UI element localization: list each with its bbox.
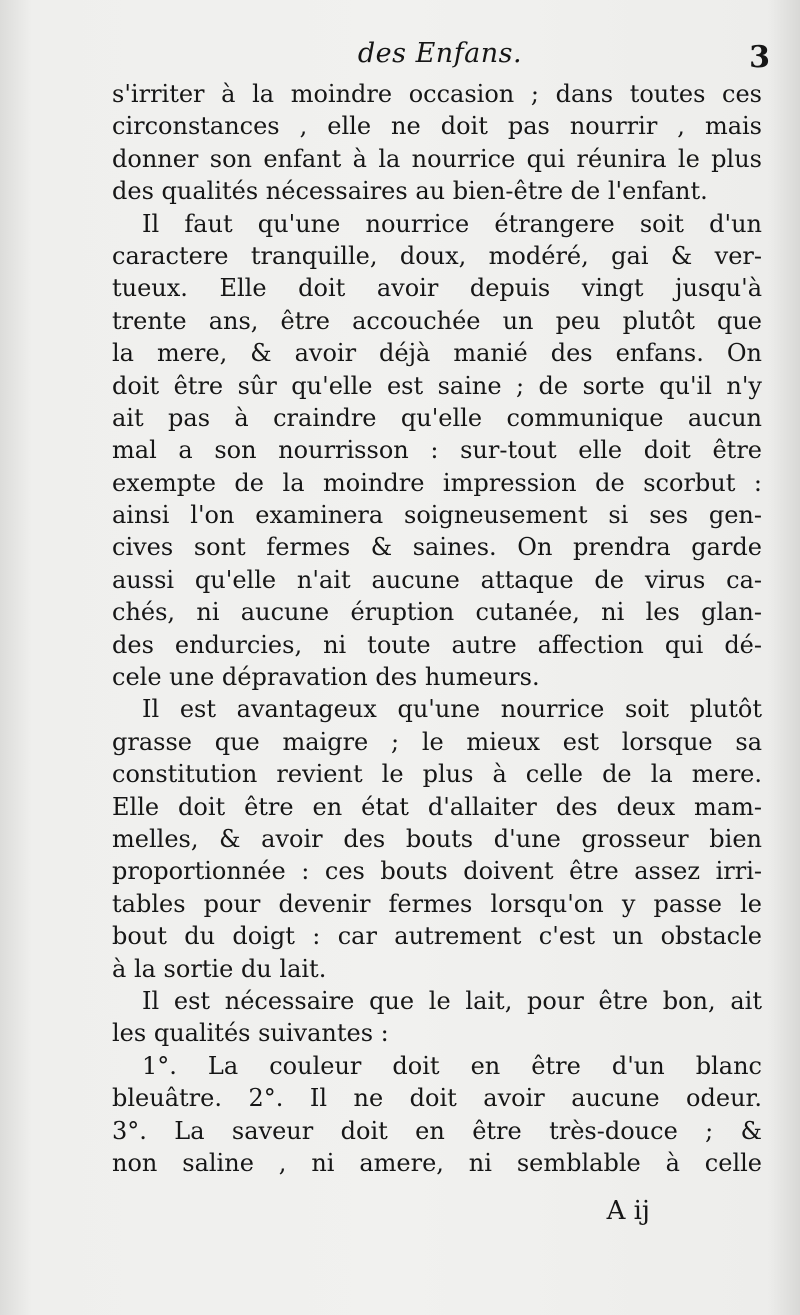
text-line: circonstances , elle ne doit pas nourrir , mais — [112, 112, 762, 141]
text-line: tables pour devenir fermes lorsqu'on y passe le — [112, 889, 762, 918]
text-line: des qualités nécessaires au bien-être de l'enfant. — [112, 177, 708, 206]
text-line: Il faut qu'une nourrice étrangere soit d'un — [142, 209, 762, 238]
text-line: proportionnée : ces bouts doivent être assez irri- — [112, 857, 762, 886]
text-line: donner son enfant à la nourrice qui réunira le plus — [112, 144, 762, 173]
text-line: chés, ni aucune éruption cutanée, ni les glan- — [112, 598, 762, 627]
text-line: Il est avantageux qu'une nourrice soit plutôt — [142, 695, 762, 724]
text-line: cives sont fermes & saines. On prendra garde — [112, 533, 762, 562]
text-line: ait pas à craindre qu'elle communique aucun — [112, 403, 762, 432]
text-line: caractere tranquille, doux, modéré, gai & ver- — [112, 241, 762, 270]
text-line: tueux. Elle doit avoir depuis vingt jusqu'à — [112, 274, 762, 303]
text-line: mal a son nourrisson : sur-tout elle doit être — [112, 436, 762, 465]
text-line: trente ans, être accouchée un peu plutôt que — [112, 306, 762, 335]
text-line: bout du doigt : car autrement c'est un obstacle — [112, 922, 762, 951]
text-line: grasse que maigre ; le mieux est lorsque sa — [112, 727, 762, 756]
text-line: aussi qu'elle n'ait aucune attaque de virus ca- — [112, 565, 762, 594]
page-number: 3 — [749, 40, 770, 75]
text-line: Elle doit être en état d'allaiter des deux mam- — [112, 792, 762, 821]
text-line: bleuâtre. 2°. Il ne doit avoir aucune odeur. — [112, 1084, 762, 1113]
text-line: ainsi l'on examinera soigneusement si ses gen- — [112, 501, 762, 530]
running-title: des Enfans. — [357, 38, 523, 69]
text-line: la mere, & avoir déjà manié des enfans. On — [112, 339, 762, 368]
text-line: 3°. La saveur doit en être très-douce ; & — [112, 1116, 762, 1145]
page-header — [110, 30, 770, 80]
body-text — [112, 78, 762, 1179]
text-line: cele une dépravation des humeurs. — [112, 663, 540, 692]
text-line: Il est nécessaire que le lait, pour être bon, ait — [142, 986, 762, 1015]
text-line: des endurcies, ni toute autre affection qui dé- — [112, 630, 762, 659]
text-line: melles, & avoir des bouts d'une grosseur bien — [112, 824, 762, 853]
signature-mark: A ij — [606, 1196, 650, 1226]
text-line: constitution revient le plus à celle de la mere. — [112, 760, 762, 789]
text-line: 1°. La couleur doit en être d'un blanc — [142, 1051, 762, 1080]
text-line: s'irriter à la moindre occasion ; dans toutes ces — [112, 80, 762, 108]
text-line: à la sortie du lait. — [112, 954, 327, 983]
text-line: doit être sûr qu'elle est saine ; de sorte qu'il n'y — [112, 371, 762, 400]
text-line: non saline , ni amere, ni semblable à celle — [112, 1148, 762, 1177]
text-line: les qualités suivantes : — [112, 1019, 389, 1048]
text-line: exempte de la moindre impression de scorbut : — [112, 468, 762, 497]
